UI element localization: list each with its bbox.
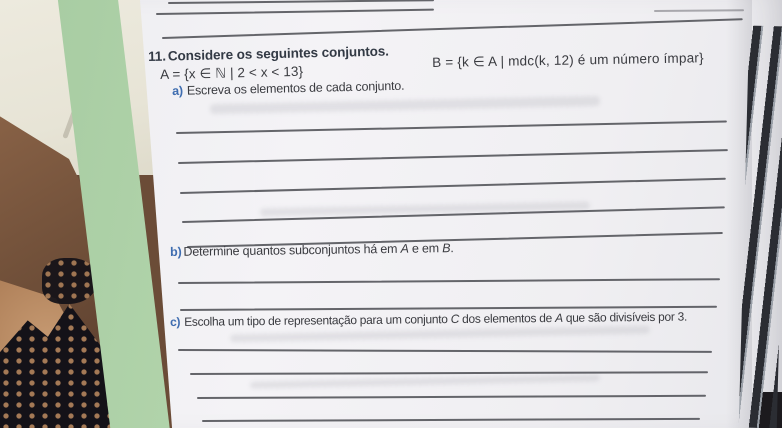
item-a-label: a) [172,83,184,98]
answer-line [178,278,720,284]
item-b-text: e em [408,241,443,256]
set-a-definition: A = {x ∈ ℕ | 2 < x < 13} [160,63,304,82]
item-c-text: Escolha um tipo de representação para um conjunto [184,312,451,329]
answer-line [178,149,728,164]
item-a-text: Escreva os elementos de cada conjunto. [186,78,405,98]
item-c-label: c) [170,314,181,329]
answer-line [156,9,434,15]
item-b-var-b: B [442,241,451,256]
item-c-text: dos elementos de [458,310,556,326]
ink-showthrough-smudge [250,374,600,388]
item-c-text: que são divisíveis por 3. [562,309,688,325]
exercise-heading [148,44,389,64]
item-c-var-c: C [450,311,460,327]
exercise-number: 11. [148,48,167,64]
answer-line [190,371,708,375]
answer-line [654,9,744,12]
answer-line [162,18,743,39]
ink-showthrough-smudge [210,96,600,114]
answer-line [176,120,727,134]
ink-showthrough-smudge [230,326,650,343]
item-b-text: Determine quantos subconjuntos há em [183,241,401,259]
answer-line [197,395,706,399]
item-b-text: . [450,241,454,256]
answer-line [180,178,726,194]
item-b [170,241,454,259]
set-b-definition: B = {k ∈ A | mdc(k, 12) é um número ímpar} [432,50,704,70]
answer-line [168,0,434,4]
item-c-var-a: A [554,310,563,325]
answer-line [178,349,712,353]
item-b-var-a: A [400,241,409,256]
exercise-intro: Considere os seguintes conjuntos. [167,43,390,64]
answer-line [202,418,700,422]
item-b-label: b) [170,244,182,259]
